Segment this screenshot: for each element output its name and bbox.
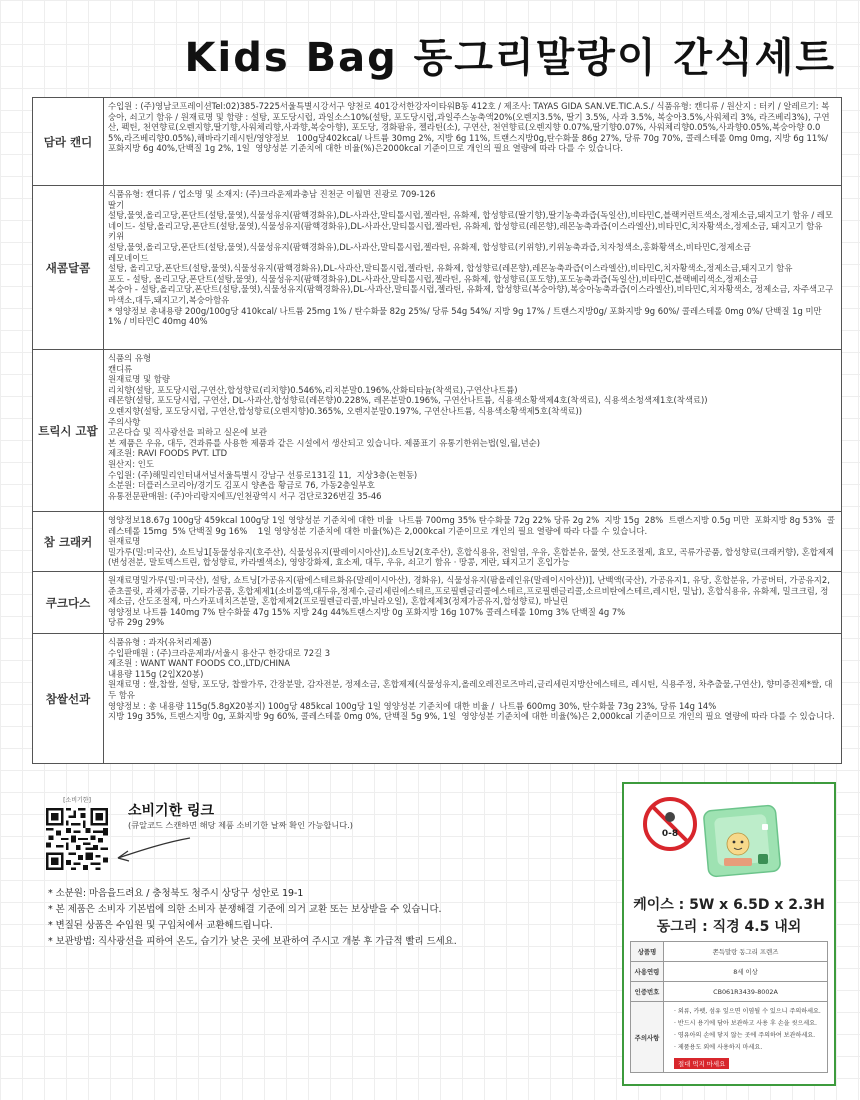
- spec-label: 인증번호: [631, 982, 664, 1002]
- product-name: 참쌀선과: [33, 634, 104, 764]
- product-image: [634, 794, 824, 886]
- table-row: [33, 512, 842, 572]
- caution-item: · 외류, 카펫, 섬유 잎으면 이염될 수 있으니 주의하세요.: [674, 1008, 821, 1015]
- notes-list: [48, 886, 457, 950]
- table-row: [33, 634, 842, 764]
- spec-label: 상품명: [631, 942, 664, 962]
- page-title: Kids Bag 동그리말랑이 간식세트: [184, 35, 836, 81]
- product-name: 트릭시 고팝: [33, 350, 104, 512]
- arrow-icon: [112, 834, 192, 864]
- table-row: [631, 962, 828, 982]
- case-diameter: 동그리 : 직경 4.5 내외: [656, 919, 802, 935]
- product-description: 식품유형 : 과자(유처리제품) 수입판매원 : (주)크라운제과/서울시 용산구 한강대로 72길 3 제조원 : WANT WANT FOODS CO.,LTD/CHINA 내용량 115g (2입X20봉) 원재료명 : 쌀,찹쌀, 설탕, 포도당, 찹쌀가루, 간장분말, 감자전분, 정제소금, 혼합제제(식물성유지,올레오레진로즈마리,글리세린지방산에스테르, 레시틴, 식용주정, 차추출물,구연산), 향미증진제*쌀, 대두 함유 영양정보 : 총 내용량 115g(5.8gX20봉지) 100g당 485kcal 100g당 1일 영양성분 기준치에 대한 비율 / 나트륨 600mg 30%, 탄수화물 73g 23%, 당류 14g 14% 지방 19g 35%, 트랜스지방 0g, 포화지방 9g 60%, 콜레스테롤 0mg 0%, 단백질 5g 9%, 1일 영양성분 기준치에 대한 비율(%)은 2,000kcal 기준이므로 개인의 필요 열량에 따라 다를 수 있습니다.: [104, 634, 842, 764]
- expiry-link-title: 소비기한 링크: [128, 803, 215, 819]
- toy-case-panel: [622, 782, 836, 1086]
- spec-value: 8세 이상: [664, 962, 828, 982]
- spec-value: CB061R3439-8002A: [664, 982, 828, 1002]
- product-name: 담라 캔디: [33, 98, 104, 186]
- case-dimensions: 케이스 : 5W x 6.5D x 2.3H: [633, 897, 825, 913]
- spec-value: 쫀득말랑 동그리 프렌즈: [664, 942, 828, 962]
- table-row: [33, 350, 842, 512]
- product-name: 참 크래커: [33, 512, 104, 572]
- age-label: 0-8: [661, 829, 679, 839]
- caution-item: · 제품용도 외에 사용하지 마세요.: [674, 1044, 763, 1051]
- warning-badge: 절대 먹지 마세요: [674, 1058, 729, 1069]
- note-item: * 본 제품은 소비자 기본법에 의한 소비자 분쟁해결 기준에 의거 교환 또는 보상받을 수 있습니다.: [48, 904, 442, 915]
- product-description: 수입원 : (주)영남코프레이션Tel:02)385-7225서울특별시강서구 양천로 401강서한강자이타워B동 412호 / 제조사: TAYAS GIDA SAN.VE.TIC.A.S./ 식품유형: 캔디류 / 원산지 : 터키 / 알레르기: 복숭아, 쇠고기 함유 / 원재료명 및 함량 : 설탕, 포도당시럽, 과일소스10%(설탕, 포도당시럽,과일주스농축액20%(오렌지3.5%, 딸기 3.5%, 사과 3.5%, 복숭아3.5%,사워체리 3%, 라즈베리3%), 구연산, 펙틴, 천연향료(오렌지향,딸기향,사워체리향,사과향,복숭아향), 포도당, 경화팜유, 젤라틴(소), 구연산, 천연향료(오렌지향 0.07%,딸기향0.07%, 사워체리향0.05%,사과향0.05%,복숭아향 0.05%,라즈베리향0.05%),해바라기레시틴/영양정보 100g당402kcal/ 나트륨 30mg 2%, 지방 6g 11%, 트랜스지방0g,탄수화물 86g 27%, 당류 70g 70%, 콜레스테롤 0mg 0mg, 지방 6g 11%/포화지방 6g 40%,단백질 1g 2%, 1일 영양성분 기준치에 대한 비율(%)은2000kcal 기준이므로 개인의 필요 열량에 따라 다를 수 있습니다.: [104, 98, 842, 186]
- product-name: 새콤달콤: [33, 186, 104, 350]
- qr-code-block[interactable]: [44, 796, 110, 870]
- caution-cell: [664, 1002, 828, 1073]
- spec-table: [630, 941, 828, 1073]
- table-row: [33, 572, 842, 634]
- spec-label: 사용연령: [631, 962, 664, 982]
- table-row: [33, 98, 842, 186]
- table-row: [33, 186, 842, 350]
- table-row: [631, 942, 828, 962]
- table-row: [631, 982, 828, 1002]
- caution-item: · 영유아의 손에 닿지 않는 곳에 주의하여 보관하세요.: [674, 1032, 816, 1039]
- product-description: 영양정보18.67g 100g당 459kcal 100g당 1일 영양성분 기준치에 대한 비율 나트륨 700mg 35% 탄수화물 72g 22% 당류 2g 2% 지방 15g 28% 트랜스지방 0.5g 미만 포화지방 8g 53% 콜레스테롤 15mg 5% 단백질 9g 16% 1일 영양성분 기준치에 대한 비율(%)은 2,000kcal 기준이므로 개인의 필요 열량에 따라 다를 수 있습니다. 원재료명 밀가루(밀:미국산), 쇼트닝1[동물성유지(호주산), 식물성유지(팔레이시아산)],쇼트닝2(호주산), 혼합식용유, 전일염, 우유, 혼합분유, 물엿, 산도조절제, 효모, 곡류가공품, 합성향료(크래커향), 혼합제제(변성전분, 말토덱스트린, 합성향료, 카라멜색소), 영양강화제, 효소제, 대두, 우유, 쇠고기 함유 · 땅콩, 게란, 돼지고기 혼입가능: [104, 512, 842, 572]
- qr-caption: [소비기한]: [63, 797, 91, 804]
- note-item: * 소분원: 마음을드려요 / 충청북도 청주시 상당구 성안로 19-1: [48, 888, 304, 899]
- table-row: [631, 1002, 828, 1073]
- spec-label: 주의사항: [631, 1002, 664, 1073]
- note-item: * 변질된 상품은 수입원 및 구입처에서 교환해드립니다.: [48, 920, 273, 931]
- qr-code-icon: [46, 808, 108, 870]
- expiry-link-description: (큐알코드 스캔하면 해당 제품 소비기한 날짜 확인 가능합니다.): [128, 820, 353, 830]
- product-description: 식품의 유형 캔디류 원재료명 및 함량 리치향(설탕, 포도당시럽,구연산,합성향료(리치향)0.546%,리치분말0.196%,산화티타늄(착색료),구연산나트륨) 레몬향(설탕, 포도당시럽, 구연산, DL-사과산,합성향료(레몬향)0.228%, 레몬분말0.196%, 구연산나트륨, 식용색소황색제4호(착색료), 식용색소청색제1호(착색료)) 오렌지향(설탕, 포도당시럽, 구연산,합성향료(오렌지향)0.365%, 오렌지분말0.197%, 구연산나트륨, 식용색소황색제5호(착색료)) 주의사항 고온다습 및 직사광선을 피하고 실온에 보관 본 제품은 우유, 대두, 견과류를 사용한 제품과 같은 시설에서 생산되고 있습니다. 제품표기 유통기한위는법(일,월,년순) 제조원: RAVI FOODS PVT. LTD 원산지: 인도 수입원: (주)해밀리인터내셔널서울특별시 강남구 선릉로131길 11, 지상3층(논현동) 소분원: 더플러스코리아/경기도 김포시 양촌읍 황금로 76, 가동2층일부호 유통전문판매원: (주)아리랑지에프/인천광역시 서구 검단로326번길 35-46: [104, 350, 842, 512]
- product-description: 식품유형: 캔디류 / 업소명 및 소재지: (주)크라운제과충남 진천군 이월면 진광로 709-126 딸기 설탕,물엿,올리고당,폰단트(설탕,물엿),식물성유지(팜핵경화유),DL-사과산,말티톨시럽,젤라틴, 유화제, 합성향료(딸기향),딸기농축과즙(독일산),비타민C,블랙커런트색소,정제소금,돼지고기 함유 / 레모네이드- 설탕,올리고당,폰단트(설탕,물엿),식물성유지(팜핵경화유),DL-사과산,말티톨시럽,젤라틴, 유화제, 합성향료(레몬향),레몬농축과즙(이스라엘산),비타민C,치자황색소,정제소금, 돼지고기 함유 키위 설탕,물엿,올리고당,폰단트(설탕,물엿),식물성유지(팜핵경화유),DL-사과산,말티톨시럽,젤라틴, 유화제, 합성향료(키위향),키위농축과즙,치자청색소,홍화황색소,비타민C,정제소금 레모네이드 설탕, 올리고당,폰단트(설탕,물엿),식물성유지(팜핵경화유),DL-사과산,말티톨시럽,젤라틴, 유화제, 합성향료(레몬향),레몬농축과즙(이스라엘산),비타민C,치자황색소,정제소금,돼지고기 함유 포도 - 설탕, 올리고당,폰단트(설탕,물엿), 식물성유지(팜핵경화유),DL-사과산,말티톨시럽,젤라틴, 유화제, 합성향료(포도향),포도농축과즙(독일산),비타민C,블랙베리색소,정제소금 복숭아 - 설탕,올리고당,폰단트(설탕,물엿),식물성유지(팜핵경화유),DL-사과산,말티톨시럽,젤라틴, 유화제, 합성향료(복숭아향),복숭아농축과즙(이스라엘산),비타민C,치자황색소, 정제소금, 자주색고구마색소,대두,돼지고기,복숭아함유 * 영양정보 총내용량 200g/100g당 410kcal/ 나트륨 25mg 1% / 탄수화물 82g 25%/ 당류 54g 54%/ 지방 9g 17% / 트랜스지방0g/ 포화지방 9g 60%/ 콜레스테롤 0mg 0%/ 단백질 1g 미만 1% / 비타민C 40mg 40%: [104, 186, 842, 350]
- product-description: 원재료명밀가루(밀:미국산), 설탕, 쇼트닝[가공유지(팜에스테르화유(말레이시아산), 경화유), 식물성유지(팜올레인유(말레이시아산))], 난백액(국산), 가공유지1, 유당, 혼합분유, 가공버터, 가공유지2, 준초콜릿, 과채가공품, 기타가공품, 혼합제제1(소비톨액,대두유,정제수,글리세린에스테르,프로필렌글리콜에스테르,프로필렌글리콜,소르비탄에스테르,레시틴, 밀납), 혼합식용유, 유화제, 밀크크림, 정제소금, 산도조절제, 마스카포네치즈분말, 혼합제제2(프로필렌글리콜,바닐라오일), 혼합제제3(정제가공유지,합성향료), 바닐린 영양정보 나트륨 140mg 7% 탄수화물 47g 15% 지방 24g 44%트랜스지방 0g 포화지방 16g 107% 콜레스테롤 10mg 3% 단백질 4g 7% 당류 29g 29%: [104, 572, 842, 634]
- caution-list: [664, 1002, 827, 1058]
- caution-item: · 반드시 용기에 담아 보관하고 사용 후 손을 씻으세요.: [674, 1020, 817, 1027]
- note-item: * 보관방법: 직사광선을 피하여 온도, 습기가 낮은 곳에 보관하여 주시고 개봉 후 가급적 빨리 드세요.: [48, 936, 457, 947]
- product-name: 쿠크다스: [33, 572, 104, 634]
- product-info-table: [32, 97, 842, 764]
